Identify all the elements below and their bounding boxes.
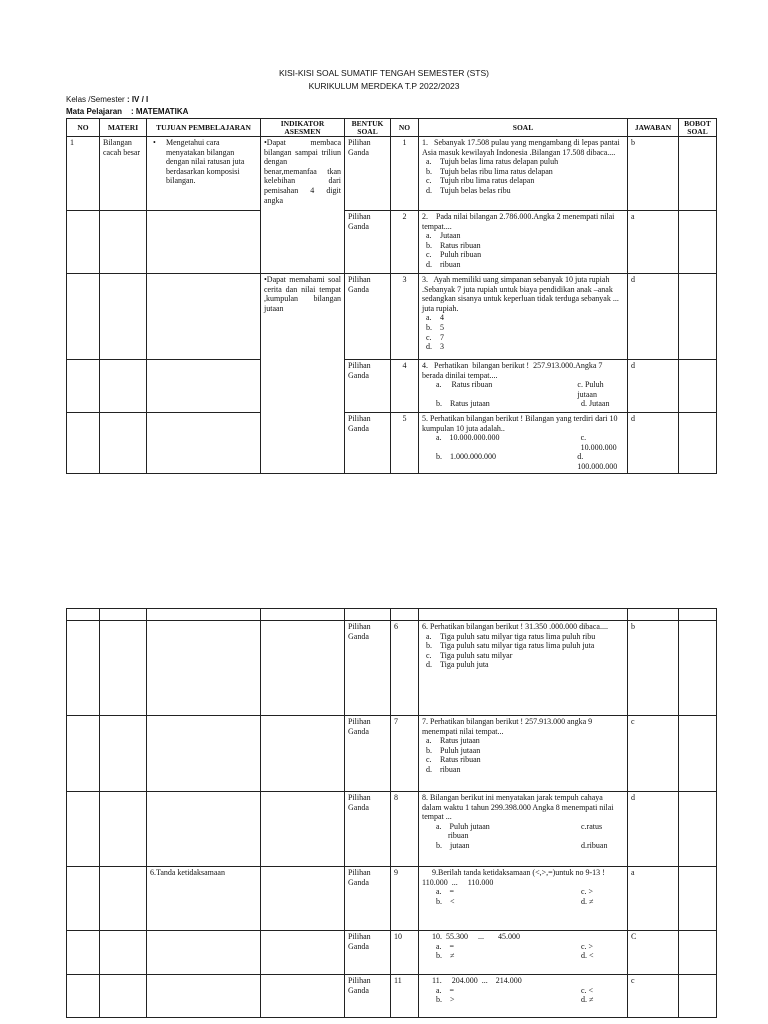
bentuk-cell: Pilihan Ganda	[345, 413, 391, 474]
option-text: Ratus ribuan	[440, 755, 481, 765]
answer-cell: a	[628, 867, 679, 931]
option-letter: a.	[426, 736, 432, 746]
answer-cell: c	[628, 716, 679, 792]
bobot-cell	[679, 211, 717, 274]
option-text: Tiga puluh satu milyar	[440, 650, 513, 660]
answer-option-pair	[422, 986, 624, 996]
table-row	[67, 609, 717, 621]
answer-option	[422, 736, 624, 746]
indikator-cell-2: •Dapat memahami soal cerita dan nilai tempat ,kumpulan bilangan jutaan	[261, 274, 345, 474]
option-letter: b.	[426, 166, 432, 176]
materi-cell	[100, 413, 147, 474]
answer-option: d. Jutaan	[581, 399, 610, 409]
option-letter: a.	[426, 231, 432, 241]
col-bentuk: BENTUK SOAL	[345, 119, 391, 137]
question-cell	[419, 792, 628, 867]
answer-cell: c	[628, 975, 679, 1018]
table-row	[67, 274, 717, 360]
option-text: Tiga puluh juta	[440, 660, 489, 670]
answer-option	[422, 186, 624, 196]
bobot-cell	[679, 360, 717, 413]
option-text: Puluh ribuan	[440, 250, 482, 260]
kelas-semester	[66, 95, 148, 104]
materi-cell	[100, 274, 147, 360]
question-cell	[419, 716, 628, 792]
answer-option: a. =	[436, 941, 455, 951]
question-number: 3	[391, 274, 419, 360]
question-cell	[419, 621, 628, 716]
answer-option: c. 10.000.000	[580, 433, 617, 452]
kelas-value: : IV / I	[126, 95, 149, 104]
option-text: ribuan	[440, 259, 461, 269]
option-text: Tiga puluh satu milyar tiga ratus lima puluh juta	[440, 641, 595, 651]
col-jawaban: JAWABAN	[628, 119, 679, 137]
option-text: Tujuh belas lima ratus delapan puluh	[440, 157, 559, 167]
answer-option	[422, 157, 624, 167]
answer-option: a. 10.000.000.000	[436, 433, 500, 443]
question-cell	[419, 274, 628, 360]
bentuk-cell: Pilihan Ganda	[345, 716, 391, 792]
answer-option: d.ribuan	[581, 840, 608, 850]
option-letter: b.	[426, 745, 432, 755]
answer-option: c. Puluh jutaan	[577, 380, 604, 399]
option-letter: d.	[426, 259, 432, 269]
question-stem: 2. Pada nilai bilangan 2.786.000.Angka 2 menempati nilai tempat....	[422, 212, 617, 231]
question-number: 6	[391, 621, 419, 716]
option-text: ribuan	[440, 764, 461, 774]
question-stem: 7. Perhatikan bilangan berikut ! 257.913.000 angka 9 menempati nilai tempat...	[422, 717, 595, 736]
answer-option: c.ratus	[581, 821, 603, 831]
question-number: 8	[391, 792, 419, 867]
question-number: 7	[391, 716, 419, 792]
question-stem: 10. 55.300 ... 45.000	[422, 932, 520, 941]
bentuk-cell: Pilihan Ganda	[345, 792, 391, 867]
option-letter: d.	[426, 764, 432, 774]
option-letter: c.	[426, 332, 432, 342]
tujuan-cell	[147, 211, 261, 274]
answer-option-pair	[422, 887, 624, 897]
answer-option	[422, 176, 624, 186]
mata-pelajaran	[66, 107, 188, 116]
bobot-cell	[679, 137, 717, 211]
question-cell	[419, 360, 628, 413]
option-text: Jutaan	[440, 231, 461, 241]
col-bobot: BOBOT SOAL	[679, 119, 717, 137]
answer-option: b. <	[436, 896, 455, 906]
answer-option	[422, 746, 624, 756]
answer-option	[422, 167, 624, 177]
col-materi: MATERI	[100, 119, 147, 137]
kisi-kisi-table-page-2	[66, 608, 717, 1018]
answer-options	[422, 632, 624, 670]
kisi-kisi-table-page-1	[66, 118, 717, 474]
answer-option: b. ≠	[436, 951, 455, 961]
bobot-cell	[679, 621, 717, 716]
bobot-cell	[679, 975, 717, 1018]
question-number: 1	[391, 137, 419, 211]
answer-cell: d	[628, 274, 679, 360]
option-text: Ratus jutaan	[440, 736, 480, 746]
answer-options	[422, 157, 624, 195]
table-row	[67, 211, 717, 274]
bentuk-cell: Pilihan Ganda	[345, 137, 391, 211]
mapel-label: Mata Pelajaran	[66, 107, 123, 116]
materi-cell: Bilangan cacah besar	[100, 137, 147, 211]
answer-cell: a	[628, 211, 679, 274]
bentuk-cell: Pilihan Ganda	[345, 274, 391, 360]
kelas-label: Kelas /Semester	[66, 95, 125, 104]
tujuan-cell	[147, 413, 261, 474]
col-indikator: INDIKATOR ASESMEN	[261, 119, 345, 137]
document-title-line-2: KURIKULUM MERDEKA T.P 2022/2023	[308, 81, 460, 91]
table-row	[67, 975, 717, 1018]
answer-option-pair	[422, 831, 624, 841]
option-text: Tujuh ribu lima ratus delapan	[440, 176, 535, 186]
answer-options	[422, 736, 624, 774]
option-text: Tiga puluh satu milyar tiga ratus lima puluh ribu	[440, 631, 596, 641]
answer-options	[422, 313, 624, 351]
answer-option	[422, 765, 624, 775]
answer-option-pair	[422, 433, 624, 452]
answer-option: d. ≠	[581, 896, 594, 906]
answer-option: a. =	[436, 887, 455, 897]
row-no	[67, 211, 100, 274]
answer-option-pair	[422, 841, 624, 851]
question-stem: 11. 204.000 ... 214.000	[422, 976, 522, 985]
answer-option: b. Ratus jutaan	[436, 399, 490, 409]
answer-option: a. =	[436, 985, 455, 995]
answer-option: c. <	[581, 985, 594, 995]
option-letter: c.	[426, 250, 432, 260]
option-text: 7	[440, 332, 444, 342]
question-number: 2	[391, 211, 419, 274]
col-no-soal: NO	[391, 119, 419, 137]
bobot-cell	[679, 274, 717, 360]
option-letter: a.	[426, 631, 432, 641]
answer-option: a. Ratus ribuan	[436, 380, 493, 390]
option-letter: c.	[426, 176, 432, 186]
option-letter: d.	[426, 660, 432, 670]
answer-cell: d	[628, 413, 679, 474]
bentuk-cell: Pilihan Ganda	[345, 621, 391, 716]
document-title-line-1: KISI-KISI SOAL SUMATIF TENGAH SEMESTER (STS)	[278, 68, 489, 78]
bobot-cell	[679, 716, 717, 792]
answer-option	[422, 323, 624, 333]
table-row	[67, 413, 717, 474]
question-stem: 6. Perhatikan bilangan berikut ! 31.350 .000.000 dibaca....	[422, 622, 608, 631]
tujuan-cell	[147, 274, 261, 360]
question-number: 10	[391, 931, 419, 975]
col-soal: SOAL	[419, 119, 628, 137]
option-letter: b.	[426, 641, 432, 651]
question-cell	[419, 975, 628, 1018]
tujuan-cell	[147, 360, 261, 413]
answer-option	[422, 632, 624, 642]
option-letter: c.	[426, 755, 432, 765]
answer-option	[422, 660, 624, 670]
answer-option: c. >	[581, 887, 594, 897]
answer-option: ribuan	[436, 831, 469, 841]
materi-cell	[100, 211, 147, 274]
answer-option-pair	[422, 942, 624, 952]
answer-option-pair	[422, 452, 624, 471]
answer-option: b. >	[436, 995, 455, 1005]
option-text: Tujuh belas belas ribu	[440, 185, 511, 195]
tujuan-cell: 6.Tanda ketidaksamaan	[147, 867, 261, 931]
table-row	[67, 867, 717, 931]
table-row	[67, 931, 717, 975]
option-text: 3	[440, 342, 444, 352]
materi-cell	[100, 360, 147, 413]
row-no: 1	[67, 137, 100, 211]
answer-option-pair	[422, 897, 624, 907]
answer-option: b. 1.000.000.000	[436, 452, 496, 462]
answer-option-pair	[422, 380, 624, 399]
bobot-cell	[679, 931, 717, 975]
question-stem: 4. Perhatikan bilangan berikut ! 257.913.000.Angka 7 berada dinilai tempat....	[422, 361, 605, 380]
table-row	[67, 792, 717, 867]
answer-option: c. >	[581, 941, 594, 951]
bentuk-cell: Pilihan Ganda	[345, 975, 391, 1018]
answer-cell: b	[628, 621, 679, 716]
bobot-cell	[679, 867, 717, 931]
bobot-cell	[679, 413, 717, 474]
answer-option	[422, 342, 624, 352]
answer-option-pair	[422, 822, 624, 832]
question-stem-expression: 110.000 ... 110.000	[422, 877, 494, 887]
question-stem: 8. Bilangan berikut ini menyatakan jarak tempuh cahaya dalam waktu 1 tahun 299.398.000 Angka 8 menempati nilai tempat ...	[422, 793, 616, 822]
question-cell	[419, 931, 628, 975]
option-text: 5	[440, 322, 444, 332]
question-stem: 5. Perhatikan bilangan berikut ! Bilangan yang terdiri dari 10 kumpulan 10 juta adalah..	[422, 414, 620, 433]
answer-option	[422, 250, 624, 260]
mapel-value: : MATEMATIKA	[130, 107, 189, 116]
answer-cell: C	[628, 931, 679, 975]
bobot-cell	[679, 792, 717, 867]
answer-option	[422, 641, 624, 651]
answer-option	[422, 755, 624, 765]
question-cell	[419, 867, 628, 931]
option-text: Ratus ribuan	[440, 240, 481, 250]
option-letter: d.	[426, 185, 432, 195]
answer-option	[422, 651, 624, 661]
answer-option: d. <	[581, 951, 594, 961]
answer-option	[422, 313, 624, 323]
answer-option	[422, 333, 624, 343]
option-text: Tujuh belas ribu lima ratus delapan	[440, 166, 553, 176]
option-letter: c.	[426, 650, 432, 660]
answer-option: d. ≠	[581, 995, 594, 1005]
answer-option	[422, 231, 624, 241]
question-number: 4	[391, 360, 419, 413]
option-letter: b.	[426, 240, 432, 250]
question-number: 9	[391, 867, 419, 931]
answer-option: d. 100.000.000	[577, 452, 618, 471]
answer-option	[422, 241, 624, 251]
question-cell	[419, 211, 628, 274]
bentuk-cell: Pilihan Ganda	[345, 211, 391, 274]
row-no	[67, 360, 100, 413]
question-stem: 1. Sebanyak 17.508 pulau yang mengambang di lepas pantai Asia masuk kewilayah Indonesia .Bilangan 17.508 dibaca....	[422, 138, 622, 157]
answer-option: b. jutaan	[436, 840, 470, 850]
option-letter: d.	[426, 342, 432, 352]
answer-option: a. Puluh jutaan	[436, 821, 490, 831]
question-stem: 9.Berilah tanda ketidaksamaan (<,>,=)untuk no 9-13 !	[422, 868, 605, 877]
question-cell	[419, 413, 628, 474]
option-letter: a.	[426, 313, 432, 323]
table-row	[67, 621, 717, 716]
col-no: NO	[67, 119, 100, 137]
answer-option-pair	[422, 951, 624, 961]
table-row	[67, 716, 717, 792]
answer-option	[422, 260, 624, 270]
table-row	[67, 360, 717, 413]
question-stem: 3. Ayah memiliki uang simpanan sebanyak 10 juta rupiah .Sebanyak 7 juta rupiah untuk biaya pendidikan anak –anak sedangkan sisanya untuk keperluan tidak terduga sebanyak ... juta rupiah.	[422, 275, 621, 313]
indikator-cell-1: •Dapat membaca bilangan sampai triliun dengan benar,memanfaa tkan kelebihan dari pemisahan 4 digit angka	[261, 137, 345, 274]
row-no	[67, 413, 100, 474]
tujuan-cell: • Mengetahui cara menyatakan bilangan dengan nilai ratusan juta berdasarkan komposisi bilangan.	[147, 137, 261, 211]
answer-option-pair	[422, 399, 624, 409]
bentuk-cell: Pilihan Ganda	[345, 867, 391, 931]
bentuk-cell: Pilihan Ganda	[345, 931, 391, 975]
table-row	[67, 137, 717, 211]
question-number: 5	[391, 413, 419, 474]
question-cell	[419, 137, 628, 211]
col-tujuan: TUJUAN PEMBELAJARAN	[147, 119, 261, 137]
answer-cell: d	[628, 792, 679, 867]
row-no	[67, 274, 100, 360]
option-letter: b.	[426, 322, 432, 332]
tujuan-text: Mengetahui cara menyatakan bilangan dengan nilai ratusan juta berdasarkan komposisi bilangan.	[166, 138, 245, 186]
option-text: Puluh jutaan	[440, 745, 481, 755]
answer-cell: d	[628, 360, 679, 413]
answer-cell: b	[628, 137, 679, 211]
answer-option-pair	[422, 995, 624, 1005]
answer-options	[422, 231, 624, 269]
option-text: 4	[440, 313, 444, 323]
question-number: 11	[391, 975, 419, 1018]
option-letter: a.	[426, 157, 432, 167]
bentuk-cell: Pilihan Ganda	[345, 360, 391, 413]
